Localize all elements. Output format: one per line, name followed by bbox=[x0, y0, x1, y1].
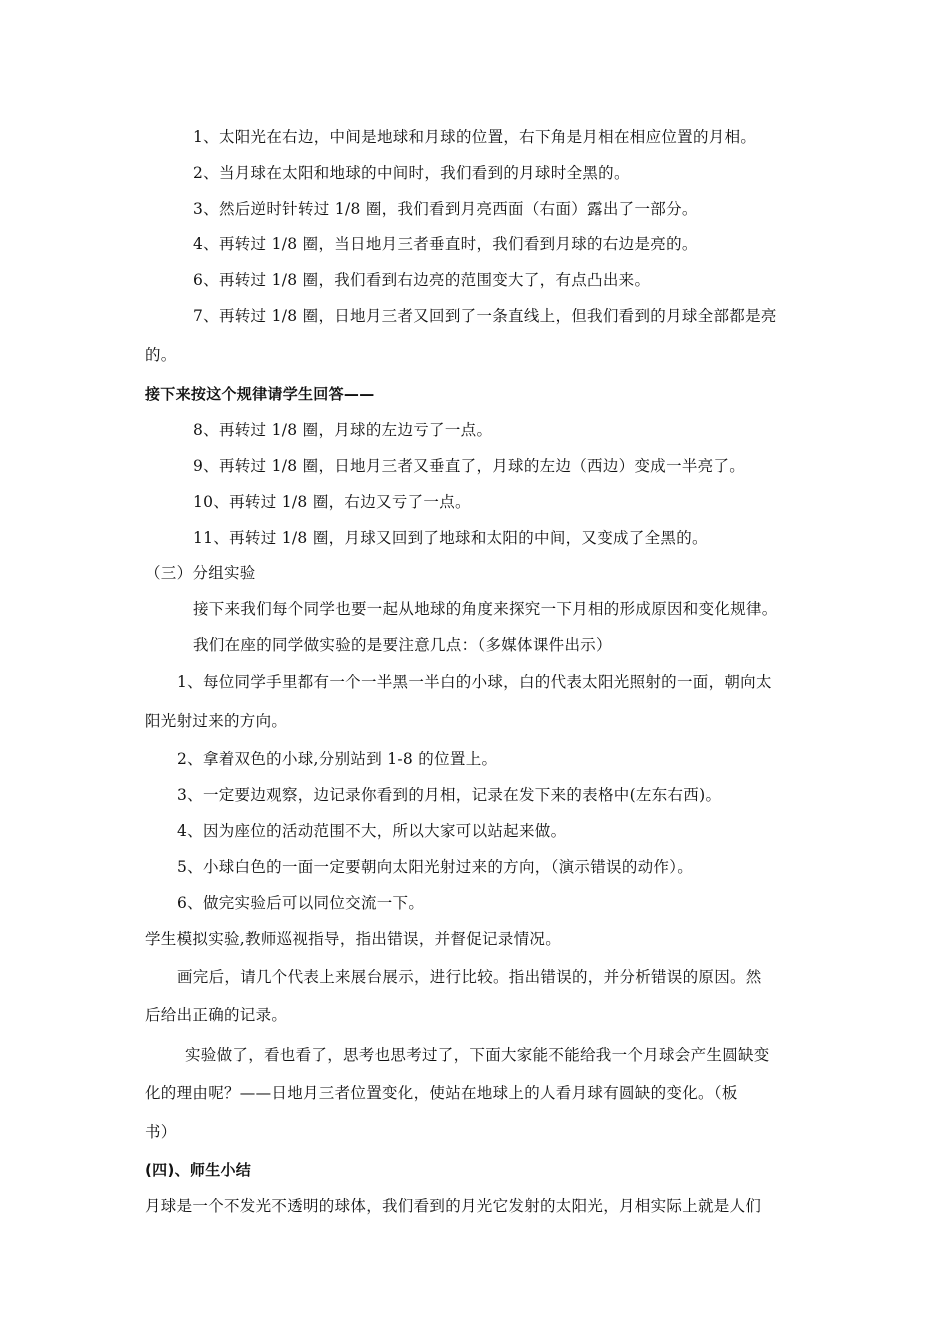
paragraph-line: 我们在座的同学做实验的是要注意几点：（多媒体课件出示） bbox=[193, 636, 612, 654]
paragraph-line: 实验做了，看也看了，思考也思考过了，下面大家能不能给我一个月球会产生圆缺变 bbox=[185, 1046, 770, 1064]
paragraph-line: 2、当月球在太阳和地球的中间时，我们看到的月球时全黑的。 bbox=[193, 164, 630, 182]
section-heading: （三）分组实验 bbox=[145, 564, 256, 582]
paragraph-line: 画完后，请几个代表上来展台展示，进行比较。指出错误的，并分析错误的原因。然 bbox=[177, 968, 762, 986]
paragraph-line: 9、再转过 1/8 圈，日地月三者又垂直了，月球的左边（西边）变成一半亮了。 bbox=[193, 457, 746, 475]
paragraph-line: 4、因为座位的活动范围不大，所以大家可以站起来做。 bbox=[177, 822, 567, 840]
paragraph-line: 8、再转过 1/8 圈，月球的左边亏了一点。 bbox=[193, 421, 493, 439]
paragraph-line: 的。 bbox=[145, 346, 177, 364]
paragraph-line: 1、太阳光在右边，中间是地球和月球的位置，右下角是月相在相应位置的月相。 bbox=[193, 128, 757, 146]
paragraph-line: 3、然后逆时针转过 1/8 圈，我们看到月亮西面（右面）露出了一部分。 bbox=[193, 200, 698, 218]
paragraph-line: 6、做完实验后可以同位交流一下。 bbox=[177, 894, 425, 912]
paragraph-line: 2、拿着双色的小球,分别站到 1-8 的位置上。 bbox=[177, 750, 498, 768]
paragraph-line: 1、每位同学手里都有一个一半黑一半白的小球，白的代表太阳光照射的一面，朝向太 bbox=[177, 673, 772, 691]
paragraph-line: 书） bbox=[145, 1123, 177, 1141]
paragraph-line: 6、再转过 1/8 圈，我们看到右边亮的范围变大了，有点凸出来。 bbox=[193, 271, 651, 289]
paragraph-line: 接下来我们每个同学也要一起从地球的角度来探究一下月相的形成原因和变化规律。 bbox=[193, 600, 778, 618]
section-heading: (四)、师生小结 bbox=[145, 1161, 252, 1179]
paragraph-line: 3、一定要边观察，边记录你看到的月相，记录在发下来的表格中(左东右西)。 bbox=[177, 786, 722, 804]
paragraph-line: 10、再转过 1/8 圈，右边又亏了一点。 bbox=[193, 493, 471, 511]
paragraph-line: 7、再转过 1/8 圈，日地月三者又回到了一条直线上，但我们看到的月球全部都是亮 bbox=[193, 307, 777, 325]
paragraph-line: 学生模拟实验,教师巡视指导，指出错误，并督促记录情况。 bbox=[145, 930, 562, 948]
paragraph-line: 月球是一个不发光不透明的球体，我们看到的月光它发射的太阳光，月相实际上就是人们 bbox=[145, 1197, 762, 1215]
paragraph-line: 阳光射过来的方向。 bbox=[145, 712, 288, 730]
paragraph-line: 4、再转过 1/8 圈，当日地月三者垂直时，我们看到月球的右边是亮的。 bbox=[193, 235, 698, 253]
paragraph-line: 5、小球白色的一面一定要朝向太阳光射过来的方向，（演示错误的动作）。 bbox=[177, 858, 694, 876]
section-heading: 接下来按这个规律请学生回答—— bbox=[145, 385, 375, 403]
paragraph-line: 11、再转过 1/8 圈，月球又回到了地球和太阳的中间，又变成了全黑的。 bbox=[193, 529, 708, 547]
paragraph-line: 后给出正确的记录。 bbox=[145, 1006, 288, 1024]
paragraph-line: 化的理由呢？——日地月三者位置变化，使站在地球上的人看月球有圆缺的变化。（板 bbox=[145, 1084, 738, 1102]
